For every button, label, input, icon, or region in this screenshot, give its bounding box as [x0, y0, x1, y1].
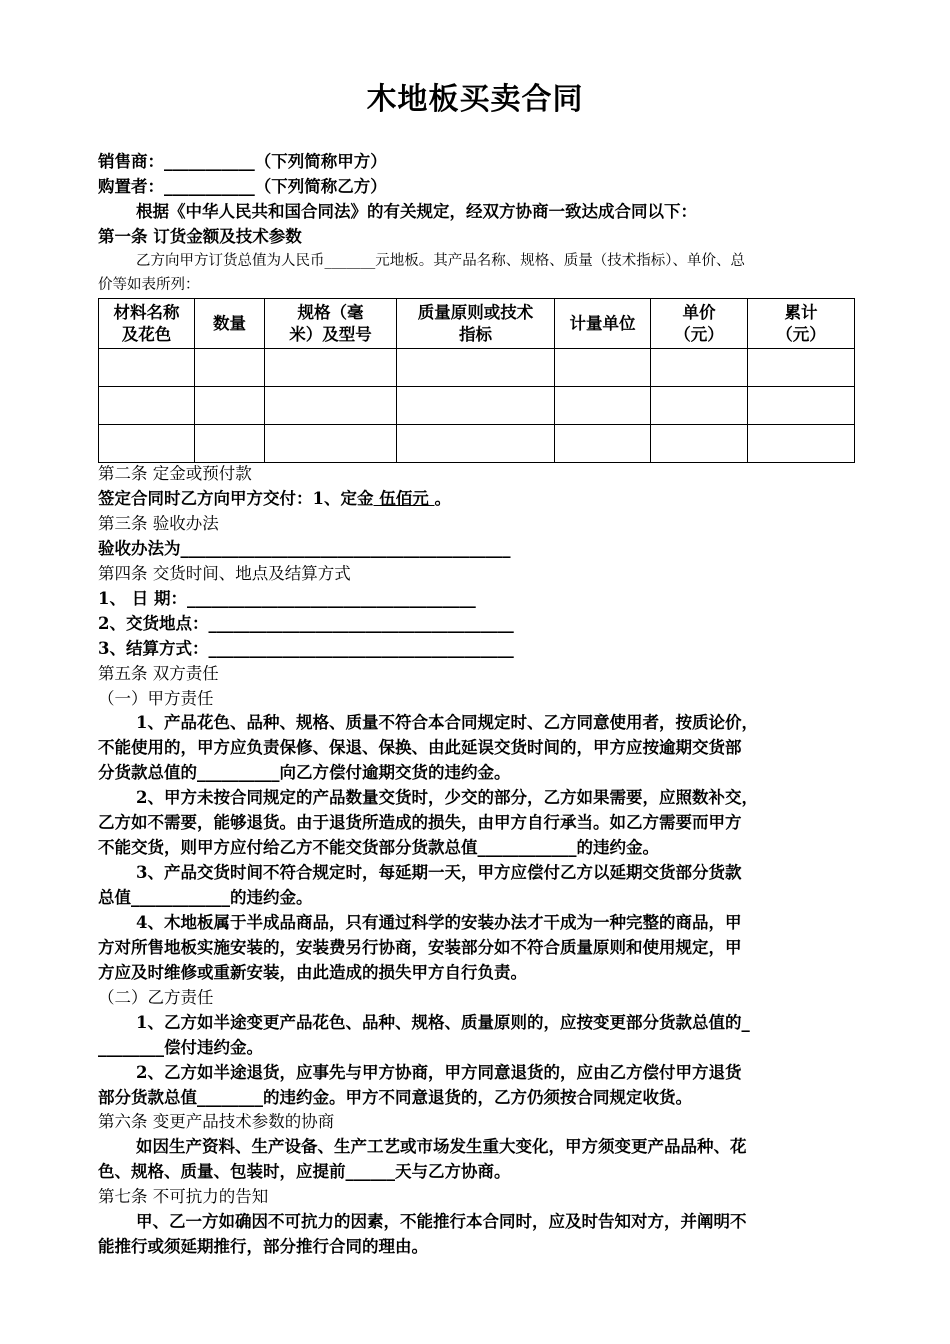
table-cell	[195, 387, 265, 425]
buyer-blank: ___________	[164, 177, 255, 196]
table-cell	[555, 387, 651, 425]
article-3-heading: 第三条 验收办法	[98, 514, 219, 533]
table-row	[99, 387, 855, 425]
table-row	[99, 425, 855, 463]
seller-blank: ___________	[164, 152, 255, 171]
table-cell	[265, 387, 397, 425]
table-cell	[651, 387, 748, 425]
article-7-heading: 第七条 不可抗力的告知	[98, 1187, 269, 1206]
table-cell	[397, 387, 555, 425]
article-1-text-line: 乙方向甲方订货总值为人民币_______元地板。其产品名称、规格、质量（技术指标）、单价、总	[136, 253, 745, 269]
delivery-place-line: 2、交货地点：_____________________________________	[98, 614, 514, 633]
article-2-heading: 第二条 定金或预付款	[98, 464, 252, 483]
table-cell	[99, 387, 195, 425]
article-1-heading: 第一条 订货金额及技术参数	[98, 227, 302, 246]
clause-a4-line: 4、木地板属于半成品商品，只有通过科学的安装办法才干成为一种完整的商品，甲	[136, 913, 742, 932]
article-7-line: 能推行或须延期推行，部分推行合同的理由。	[98, 1237, 428, 1256]
product-spec-table	[98, 298, 855, 463]
column-header-unit-price: 单价 （元）	[651, 299, 748, 349]
clause-a1-line: 1、产品花色、品种、规格、质量不符合本合同规定时、乙方同意使用者，按质论价，	[136, 713, 758, 732]
table-cell	[748, 387, 855, 425]
deposit-amount: 伍佰元	[373, 489, 435, 508]
table-cell	[99, 349, 195, 387]
clause-a2-line: 乙方如不需要，能够退货。由于退货所造成的损失，由甲方自行承当。如乙方需要而甲方	[98, 813, 742, 832]
article-1-text-line: 价等如表所列：	[98, 277, 200, 293]
table-cell	[651, 425, 748, 463]
clause-b1-line: 1、乙方如半途变更产品花色、品种、规格、质量原则的，应按变更部分货款总值的_	[136, 1013, 750, 1032]
column-header-spec: 规格（毫 米）及型号	[265, 299, 397, 349]
seller-label: 销售商：	[98, 152, 164, 171]
table-cell	[555, 349, 651, 387]
column-header-quantity: 数量	[195, 299, 265, 349]
column-header-quality: 质量原则或技术 指标	[397, 299, 555, 349]
clause-a4-line: 方对所售地板实施安装的，安装费另行协商，安装部分如不符合质量原则和使用规定，甲	[98, 938, 742, 957]
buyer-line	[98, 175, 387, 199]
preamble: 根据《中华人民共和国合同法》的有关规定，经双方协商一致达成合同以下：	[136, 202, 697, 221]
clause-a3-line: 3、产品交货时间不符合规定时，每延期一天，甲方应偿付乙方以延期交货部分货款	[136, 863, 742, 882]
table-cell	[555, 425, 651, 463]
article-3-text: 验收办法为________________________________________	[98, 539, 511, 558]
clause-a2-line: 不能交货，则甲方应付给乙方不能交货部分货款总值____________的违约金。	[98, 838, 659, 857]
table-cell	[397, 349, 555, 387]
article-2-text: 签定合同时乙方向甲方交付：1、定金 伍佰元 。	[98, 489, 451, 508]
clause-a2-line: 2、甲方未按合同规定的产品数量交货时，少交的部分，乙方如果需要，应照数补交，	[136, 788, 758, 807]
table-cell	[99, 425, 195, 463]
seller-line	[98, 150, 387, 174]
article-5-heading: 第五条 双方责任	[98, 664, 219, 683]
article-4-heading: 第四条 交货时间、地点及结算方式	[98, 564, 351, 583]
seller-alias: （下列简称甲方）	[254, 152, 387, 171]
article-6-line: 色、规格、质量、包装时，应提前______天与乙方协商。	[98, 1162, 511, 1181]
article-6-line: 如因生产资料、生产设备、生产工艺或市场发生重大变化，甲方须变更产品品种、花	[136, 1137, 747, 1156]
party-a-responsibility-heading: （一）甲方责任	[98, 689, 214, 708]
clause-b2-line: 部分货款总值________的违约金。甲方不同意退货的，乙方仍须按合同规定收货。	[98, 1088, 692, 1107]
clause-a1-line: 分货款总值的__________向乙方偿付逾期交货的违约金。	[98, 763, 511, 782]
table-cell	[265, 349, 397, 387]
buyer-label: 购置者：	[98, 177, 164, 196]
buyer-alias: （下列简称乙方）	[254, 177, 387, 196]
table-row	[99, 349, 855, 387]
clause-b2-line: 2、乙方如半途退货，应事先与甲方协商，甲方同意退货的，应由乙方偿付甲方退货	[136, 1063, 742, 1082]
article-6-heading: 第六条 变更产品技术参数的协商	[98, 1112, 335, 1131]
clause-a3-line: 总值____________的违约金。	[98, 888, 313, 907]
table-header-row	[99, 299, 855, 349]
table-cell	[651, 349, 748, 387]
column-header-unit: 计量单位	[555, 299, 651, 349]
document-title: 木地板买卖合同	[366, 82, 584, 117]
table-cell	[748, 349, 855, 387]
table-cell	[195, 425, 265, 463]
table-cell	[265, 425, 397, 463]
clause-b1-line: ________偿付违约金。	[98, 1038, 263, 1057]
table-cell	[748, 425, 855, 463]
clause-a1-line: 不能使用的，甲方应负责保修、保退、保换、由此延误交货时间的，甲方应按逾期交货部	[98, 738, 742, 757]
party-b-responsibility-heading: （二）乙方责任	[98, 988, 214, 1007]
table-cell	[195, 349, 265, 387]
table-cell	[397, 425, 555, 463]
delivery-date-line: 1、 日 期：___________________________________	[98, 589, 476, 608]
clause-a4-line: 方应及时维修或重新安装，由此造成的损失甲方自行负责。	[98, 963, 527, 982]
payment-method-line: 3、结算方式：_____________________________________	[98, 639, 514, 658]
column-header-material: 材料名称 及花色	[99, 299, 195, 349]
column-header-total: 累计 （元）	[748, 299, 855, 349]
article-7-line: 甲、乙一方如确因不可抗力的因素，不能推行本合同时，应及时告知对方，并阐明不	[136, 1212, 747, 1231]
